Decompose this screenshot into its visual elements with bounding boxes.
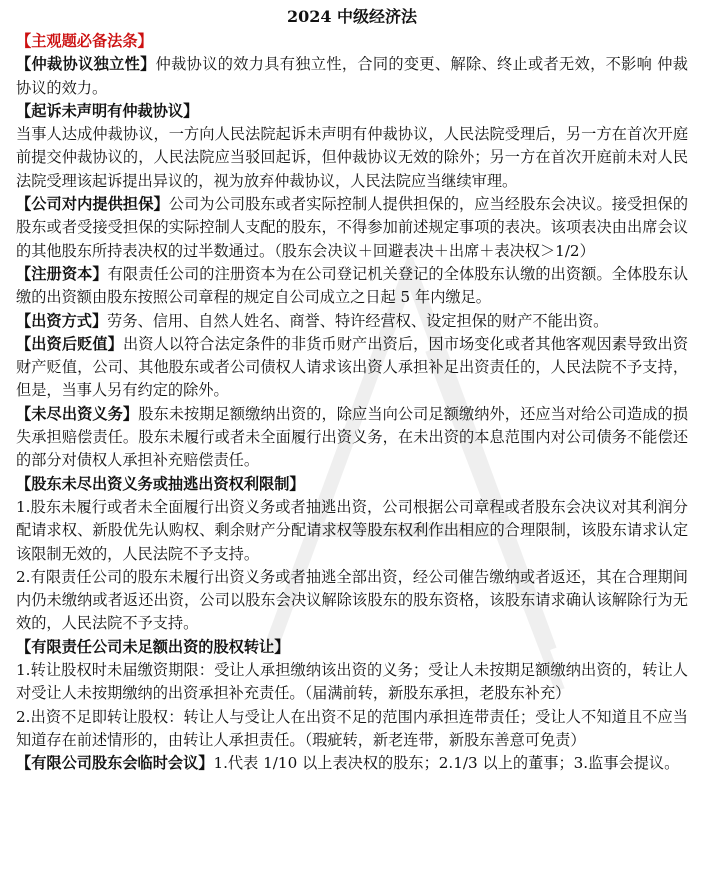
section-heading: 【未尽出资义务】: [16, 404, 139, 423]
paragraph: [16, 706, 688, 753]
paragraph: [16, 636, 688, 659]
section-heading: 【出资方式】: [16, 311, 108, 330]
section-heading: 【有限责任公司未足额出资的股权转让】: [16, 637, 290, 656]
paragraph: [16, 496, 688, 566]
paragraph-text: 股东未按期足额缴纳出资的，除应当向公司足额缴纳外，还应当对给公司造成的损失承担赔偿责任。股东未履行或者未全面履行出资义务，在未出资的本息范围内对公司债务不能偿还的部分对债权人承担补充赔偿责任。: [16, 404, 689, 470]
paragraph: [16, 53, 688, 100]
paragraph-text: 劳务、信用、自然人姓名、商誉、特许经营权、设定担保的财产不能出资。: [107, 311, 609, 330]
paragraph-text: 有限责任公司的注册资本为在公司登记机关登记的全体股东认缴的出资额。全体股东认缴的出资额由股东按照公司章程的规定自公司成立之日起 5 年内缴足。: [16, 264, 689, 307]
paragraph-text: 仲裁协议的效力具有独立性，合同的变更、解除、终止或者无效，不影响 仲裁协议的效力。: [16, 55, 688, 97]
paragraph: [16, 193, 688, 263]
content-blocks: [16, 53, 688, 775]
paragraph: [16, 473, 688, 496]
section-heading: 【有限公司股东会临时会议】: [16, 754, 214, 773]
paragraph: [16, 310, 688, 333]
section-heading: 【仲裁协议独立性】: [16, 55, 156, 74]
paragraph-text: 2.有限责任公司的股东未履行出资义务或者抽逃全部出资，经公司催告缴纳或者返还，其在合理期间内仍未缴纳或者返还出资，公司以股东会决议解除该股东的股东资格，该股东请求确认该解除行为无效的，人民法院不予支持。: [16, 567, 688, 633]
paragraph: [16, 263, 688, 310]
paragraph-text: 2.出资不足即转让股权：转让人与受让人在出资不足的范围内承担连带责任；受让人不知道且不应当知道存在前述情形的，由转让人承担责任。（瑕疵转，新老连带，新股东善意可免责）: [16, 707, 688, 749]
paragraph: [16, 659, 688, 706]
section-heading: 【起诉未声明有仲裁协议】: [16, 101, 199, 120]
paragraph: [16, 333, 688, 403]
section-header: 【主观题必备法条】: [16, 32, 153, 50]
paragraph: [16, 100, 688, 123]
paragraph-text: 公司为公司股东或者实际控制人提供担保的，应当经股东会决议。接受担保的股东或者受接受担保的实际控制人支配的股东，不得参加前述规定事项的表决。该项表决由出席会议的其他股东所持表决权的过半数通过。（股东会决议＋回避表决＋出席＋表决权＞1/2）: [16, 195, 689, 260]
paragraph-text: 1.转让股权时未届缴资期限：受让人承担缴纳该出资的义务；受让人未按期足额缴纳出资的，转让人对受让人未按期缴纳的出资承担补充责任。（届满前转，新股东承担，老股东补充）: [16, 661, 688, 703]
section-heading: 【股东未尽出资义务或抽逃出资权利限制】: [16, 474, 305, 493]
paragraph-text: 出资人以符合法定条件的非货币财产出资后，因市场变化或者其他客观因素导致出资财产贬值，公司、其他股东或者公司债权人请求该出资人承担补足出资责任的，人民法院不予支持，但是，当事人另有约定的除外。: [16, 334, 689, 400]
paragraph: [16, 403, 688, 473]
paragraph-text: 1.股东未履行或者未全面履行出资义务或者抽逃出资，公司根据公司章程或者股东会决议对其利润分配请求权、新股优先认购权、剩余财产分配请求权等股东权利作出相应的合理限制，该股东请求认定该限制无效的，人民法院不予支持。: [16, 497, 688, 563]
paragraph-text: 1.代表 1/10 以上表决权的股东；2.1/3 以上的董事；3.监事会提议。: [213, 754, 680, 773]
page-title: 2024 中级经济法: [286, 7, 418, 26]
section-heading: 【出资后贬值】: [16, 334, 123, 353]
section-heading: 【公司对内提供担保】: [16, 195, 169, 214]
paragraph-text: 当事人达成仲裁协议，一方向人民法院起诉未声明有仲裁协议，人民法院受理后，另一方在首次开庭前提交仲裁协议的，人民法院应当驳回起诉，但仲裁协议无效的除外；另一方在首次开庭前未对人民法院受理该起诉提出异议的，视为放弃仲裁协议，人民法院应当继续审理。: [16, 125, 688, 190]
paragraph: [16, 752, 688, 775]
paragraph: [16, 123, 688, 193]
paragraph: [16, 566, 688, 636]
section-heading: 【注册资本】: [16, 264, 108, 283]
